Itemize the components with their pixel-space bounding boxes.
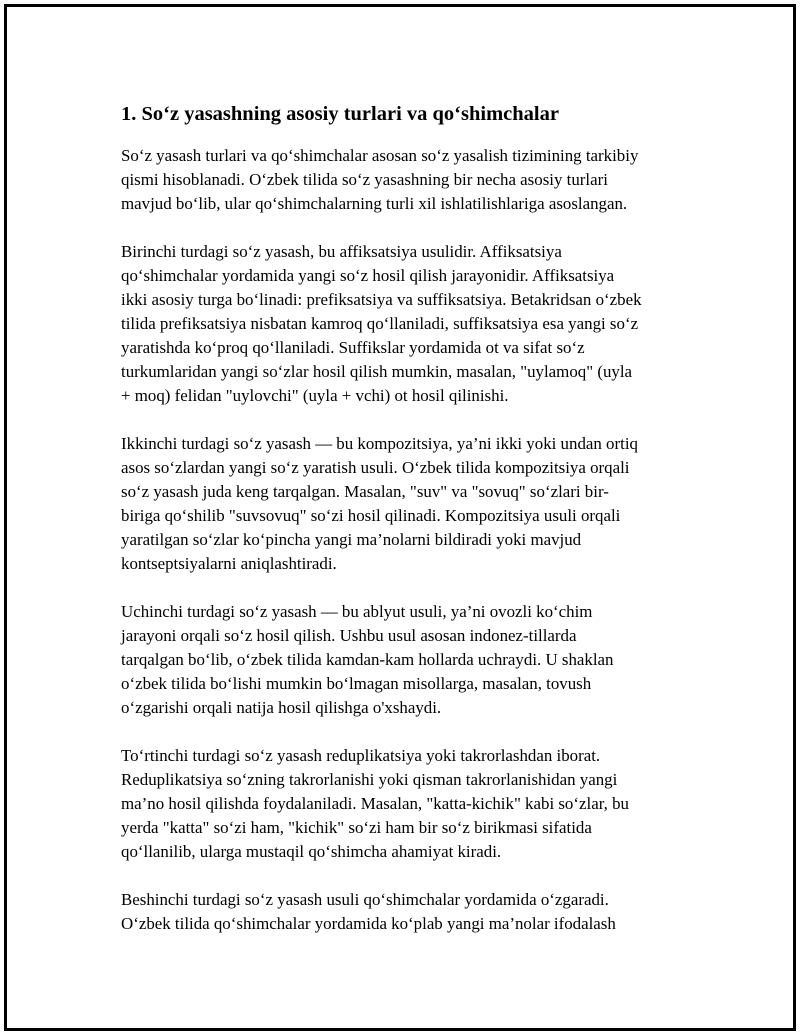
text-line: Ikkinchi turdagi so‘z yasash — bu kompozitsiya, ya’ni ikki yoki undan ortiq — [121, 434, 638, 453]
text-line: + moq) felidan "uylovchi" (uyla + vchi) ot hosil qilinishi. — [121, 386, 509, 405]
document-body — [121, 100, 701, 936]
paragraph-ablaut — [121, 600, 701, 720]
text-line: Uchinchi turdagi so‘z yasash — bu ablyut usuli, ya’ni ovozli ko‘chim — [121, 602, 593, 621]
text-line: yerda "katta" so‘zi ham, "kichik" so‘zi ham bir so‘z birikmasi sifatida — [121, 818, 592, 837]
text-line: biriga qo‘shilib "suvsovuq" so‘zi hosil qilinadi. Kompozitsiya usuli orqali — [121, 506, 621, 525]
page-frame — [4, 4, 796, 1031]
text-line: Reduplikatsiya so‘zning takrorlanishi yoki qisman takrorlanishidan yangi — [121, 770, 618, 789]
text-line: tarqalgan bo‘lib, o‘zbek tilida kamdan-kam hollarda uchraydi. U shaklan — [121, 650, 614, 669]
text-line: ma’no hosil qilishda foydalaniladi. Masalan, "katta-kichik" kabi so‘zlar, bu — [121, 794, 629, 813]
text-line: Birinchi turdagi so‘z yasash, bu affiksatsiya usulidir. Affiksatsiya — [121, 242, 562, 261]
text-line: kontseptsiyalarni aniqlashtiradi. — [121, 554, 337, 573]
paragraph-reduplication — [121, 744, 701, 864]
text-line: o‘zgarishi orqali natija hosil qilishga o'xshaydi. — [121, 698, 442, 717]
text-line: mavjud bo‘lib, ular qo‘shimchalarning turli xil ishlatilishlariga asoslangan. — [121, 194, 628, 213]
text-line: asos so‘zlardan yangi so‘z yaratish usuli. O‘zbek tilida kompozitsiya orqali — [121, 458, 630, 477]
text-line: o‘zbek tilida bo‘lishi mumkin bo‘lmagan misollarga, masalan, tovush — [121, 674, 592, 693]
text-line: Beshinchi turdagi so‘z yasash usuli qo‘shimchalar yordamida o‘zgaradi. — [121, 890, 609, 909]
text-line: yaratishda ko‘proq qo‘llaniladi. Suffikslar yordamida ot va sifat so‘z — [121, 338, 585, 357]
text-line: qismi hisoblanadi. O‘zbek tilida so‘z yasashning bir necha asosiy turlari — [121, 170, 608, 189]
text-line: So‘z yasash turlari va qo‘shimchalar asosan so‘z yasalish tizimining tarkibiy — [121, 146, 639, 165]
section-heading: 1. So‘z yasashning asosiy turlari va qo‘shimchalar — [121, 103, 559, 125]
text-line: qo‘llanilib, ularga mustaqil qo‘shimcha ahamiyat kiradi. — [121, 842, 502, 861]
text-line: tilida prefiksatsiya nisbatan kamroq qo‘llaniladi, suffiksatsiya esa yangi so‘z — [121, 314, 639, 333]
text-line: jarayoni orqali so‘z hosil qilish. Ushbu usul asosan indonez-tillarda — [121, 626, 577, 645]
text-line: ikki asosiy turga bo‘linadi: prefiksatsiya va suffiksatsiya. Betakridsan o‘zbek — [121, 290, 642, 309]
text-line: turkumlaridan yangi so‘zlar hosil qilish mumkin, masalan, "uylamoq" (uyla — [121, 362, 633, 381]
paragraph-affixation — [121, 240, 701, 408]
text-line: so‘z yasash juda keng tarqalgan. Masalan, "suv" va "sovuq" so‘zlari bir- — [121, 482, 609, 501]
paragraph-composition — [121, 432, 701, 576]
text-line: qo‘shimchalar yordamida yangi so‘z hosil qilish jarayonidir. Affiksatsiya — [121, 266, 615, 285]
text-line: yaratilgan so‘zlar ko‘pincha yangi ma’nolarni bildiradi yoki mavjud — [121, 530, 582, 549]
text-line: O‘zbek tilida qo‘shimchalar yordamida ko‘plab yangi ma’nolar ifodalash — [121, 914, 616, 933]
text-line: To‘rtinchi turdagi so‘z yasash reduplikatsiya yoki takrorlashdan iborat. — [121, 746, 601, 765]
paragraph-suffixes — [121, 888, 701, 936]
paragraph-intro — [121, 144, 701, 216]
